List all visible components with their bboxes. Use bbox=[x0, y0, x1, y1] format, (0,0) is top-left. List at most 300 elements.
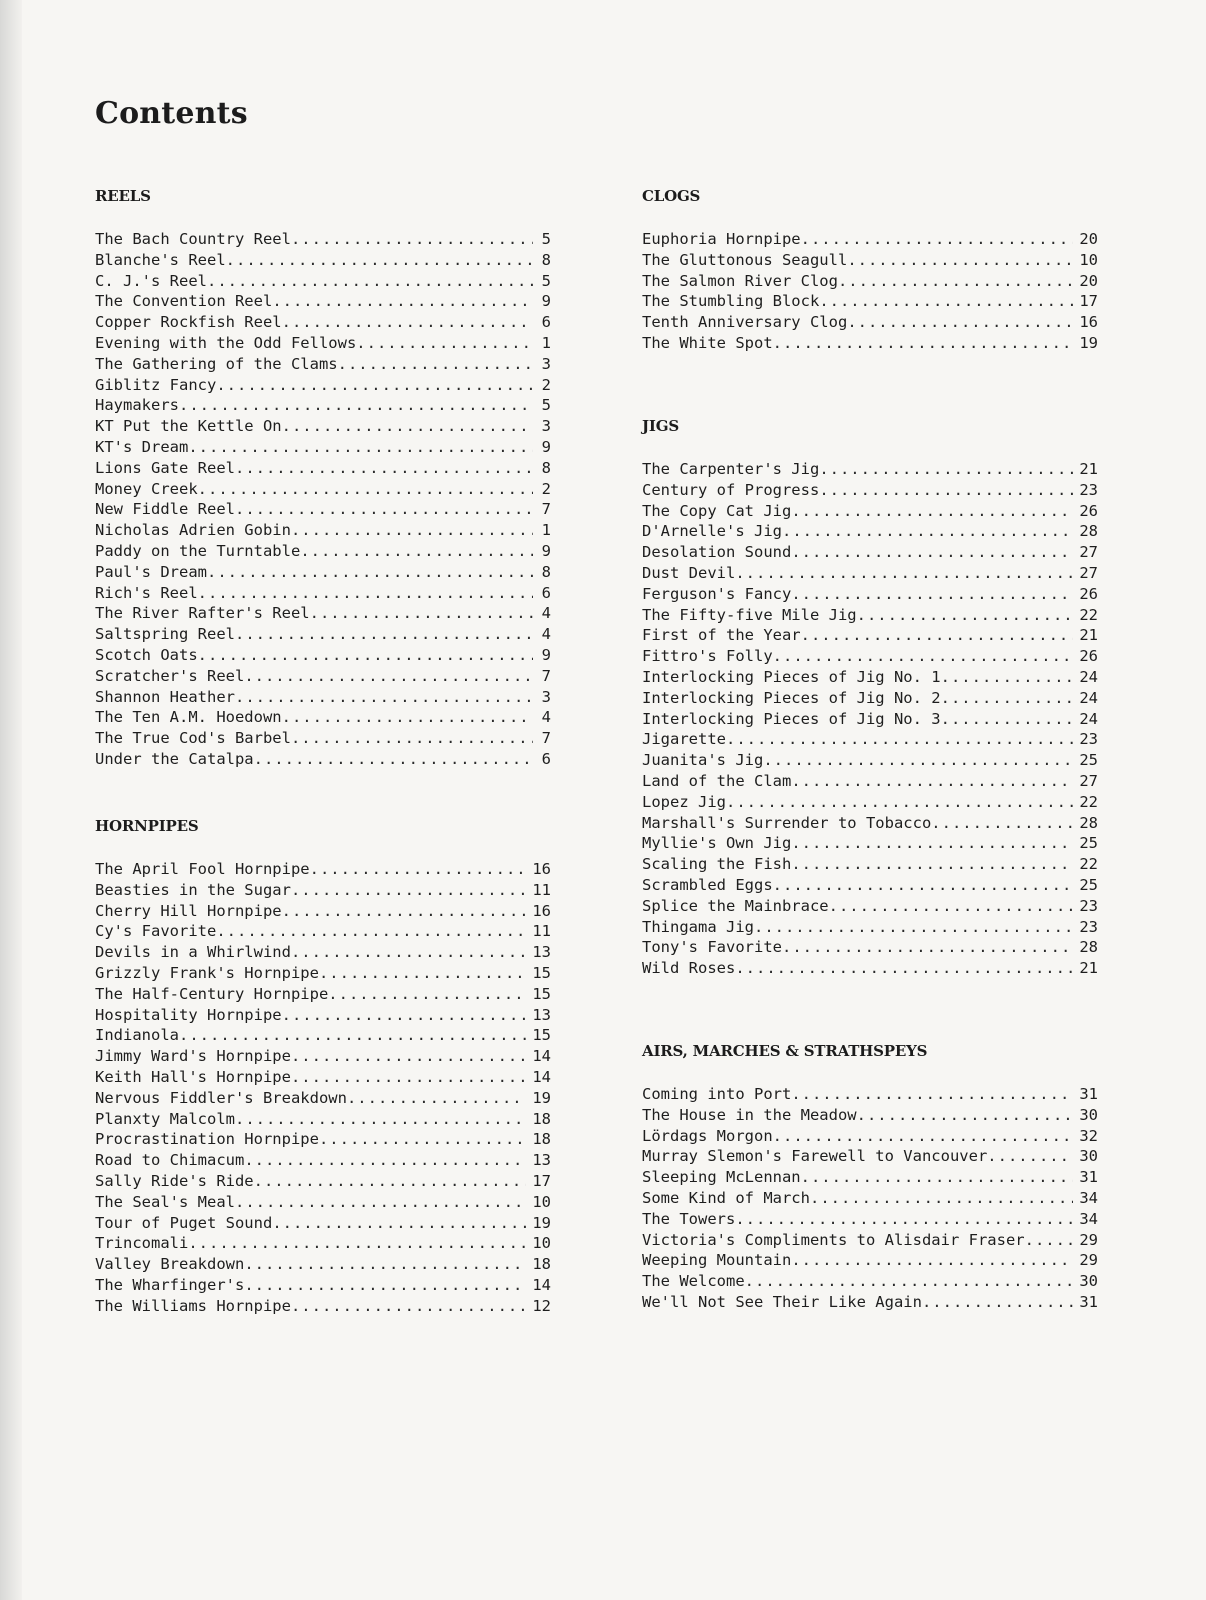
toc-entry bbox=[95, 312, 551, 333]
entry-page-number: 28 bbox=[1079, 938, 1098, 957]
dot-leader bbox=[310, 859, 527, 880]
entry-title: Murray Slemon's Farewell to Vancouver bbox=[642, 1147, 988, 1166]
toc-entry bbox=[642, 480, 1098, 501]
toc-entry bbox=[95, 859, 551, 880]
entry-title: Grizzly Frank's Hornpipe bbox=[95, 963, 319, 982]
entry-title: Lopez Jig bbox=[642, 792, 726, 811]
entry-title: Victoria's Compliments to Alisdair Fraser bbox=[642, 1230, 1025, 1249]
entry-title: Under the Catalpa bbox=[95, 749, 254, 768]
toc-entry bbox=[642, 937, 1098, 958]
toc-entry bbox=[95, 1109, 551, 1130]
toc-entry bbox=[95, 749, 551, 770]
dot-leader bbox=[272, 1213, 526, 1234]
entry-page-number: 11 bbox=[532, 922, 551, 941]
entry-page-number: 23 bbox=[1079, 480, 1098, 499]
dot-leader bbox=[931, 813, 1073, 834]
toc-entry bbox=[95, 291, 551, 312]
dot-leader bbox=[791, 771, 1073, 792]
entry-title: The Gluttonous Seagull bbox=[642, 250, 848, 269]
entry-page-number: 15 bbox=[532, 984, 551, 1003]
toc-entry bbox=[95, 1233, 551, 1254]
entry-page-number: 26 bbox=[1079, 501, 1098, 520]
entry-page-number: 20 bbox=[1079, 230, 1098, 248]
dot-leader bbox=[319, 963, 526, 984]
toc-entry bbox=[642, 646, 1098, 667]
toc-entry bbox=[95, 880, 551, 901]
entry-page-number: 3 bbox=[541, 354, 551, 373]
entry-page-number: 7 bbox=[541, 666, 551, 685]
dot-leader bbox=[291, 229, 533, 250]
entry-title: Hospitality Hornpipe bbox=[95, 1005, 282, 1024]
entry-page-number: 22 bbox=[1079, 855, 1098, 874]
dot-leader bbox=[179, 1025, 526, 1046]
dot-leader bbox=[791, 1250, 1073, 1271]
toc-entry bbox=[642, 750, 1098, 771]
entry-page-number: 31 bbox=[1079, 1085, 1098, 1103]
entry-page-number: 34 bbox=[1079, 1209, 1098, 1228]
entry-title: Jimmy Ward's Hornpipe bbox=[95, 1047, 291, 1066]
toc-entry bbox=[642, 1188, 1098, 1209]
entry-page-number: 27 bbox=[1079, 543, 1098, 562]
entry-page-number: 11 bbox=[532, 880, 551, 899]
section-hornpipes bbox=[95, 816, 551, 1317]
entry-title: Marshall's Surrender to Tobacco bbox=[642, 813, 932, 832]
entry-page-number: 10 bbox=[1079, 250, 1098, 269]
entry-page-number: 5 bbox=[541, 396, 551, 415]
entry-title: Paddy on the Turntable bbox=[95, 541, 301, 560]
entry-title: Myllie's Own Jig bbox=[642, 834, 792, 853]
dot-leader bbox=[773, 1126, 1074, 1147]
toc-entry bbox=[642, 1271, 1098, 1292]
entry-page-number: 1 bbox=[541, 521, 551, 540]
toc-entry bbox=[95, 1192, 551, 1213]
dot-leader bbox=[941, 667, 1074, 688]
dot-leader bbox=[216, 375, 533, 396]
page-title: Contents bbox=[95, 96, 248, 131]
toc-entry bbox=[642, 1084, 1098, 1105]
entry-title: The White Spot bbox=[642, 333, 773, 352]
dot-leader bbox=[254, 749, 533, 770]
entry-title: Fittro's Folly bbox=[642, 647, 773, 666]
entry-title: The Stumbling Block bbox=[642, 292, 820, 311]
entry-title: Scrambled Eggs bbox=[642, 875, 773, 894]
entry-page-number: 34 bbox=[1079, 1188, 1098, 1207]
toc-entry bbox=[642, 459, 1098, 480]
entry-page-number: 23 bbox=[1079, 896, 1098, 915]
entry-title: Road to Chimacum bbox=[95, 1151, 245, 1170]
toc-entry bbox=[95, 1275, 551, 1296]
dot-leader bbox=[829, 896, 1074, 917]
toc-entry bbox=[642, 854, 1098, 875]
entry-page-number: 6 bbox=[541, 749, 551, 768]
dot-leader bbox=[291, 728, 533, 749]
toc-entry bbox=[95, 624, 551, 645]
toc-entry bbox=[642, 542, 1098, 563]
toc-entry bbox=[642, 1105, 1098, 1126]
toc-entry bbox=[95, 1005, 551, 1026]
dot-leader bbox=[179, 395, 533, 416]
section-airs-marches-strathspeys bbox=[642, 1041, 1098, 1313]
entry-page-number: 8 bbox=[541, 562, 551, 581]
entry-page-number: 14 bbox=[532, 1067, 551, 1086]
entry-page-number: 23 bbox=[1079, 917, 1098, 936]
entry-page-number: 26 bbox=[1079, 584, 1098, 603]
dot-leader bbox=[791, 854, 1073, 875]
dot-leader bbox=[244, 666, 533, 687]
section-heading-hornpipes: HORNPIPES bbox=[95, 817, 199, 835]
dot-leader bbox=[300, 541, 533, 562]
entry-list-reels bbox=[95, 229, 551, 770]
section-heading-clogs: CLOGS bbox=[642, 187, 701, 205]
entry-page-number: 20 bbox=[1079, 271, 1098, 290]
entry-title: Saltspring Reel bbox=[95, 625, 235, 644]
entry-title: Keith Hall's Hornpipe bbox=[95, 1067, 291, 1086]
toc-entry bbox=[95, 1067, 551, 1088]
entry-title: Shannon Heather bbox=[95, 687, 235, 706]
entry-title: Lördags Morgon bbox=[642, 1126, 773, 1145]
entry-title: Cy's Favorite bbox=[95, 922, 217, 941]
entry-page-number: 24 bbox=[1079, 688, 1098, 707]
dot-leader bbox=[235, 499, 533, 520]
entry-page-number: 29 bbox=[1079, 1251, 1098, 1270]
dot-leader bbox=[347, 1088, 526, 1109]
entry-page-number: 9 bbox=[541, 645, 551, 664]
toc-entry bbox=[95, 271, 551, 292]
section-reels bbox=[95, 186, 551, 770]
entry-title: Ferguson's Fancy bbox=[642, 584, 792, 603]
toc-entry bbox=[642, 1209, 1098, 1230]
entry-title: New Fiddle Reel bbox=[95, 500, 235, 519]
dot-leader bbox=[726, 729, 1073, 750]
dot-leader bbox=[819, 480, 1073, 501]
entry-page-number: 4 bbox=[541, 625, 551, 644]
toc-entry bbox=[642, 771, 1098, 792]
entry-page-number: 18 bbox=[532, 1130, 551, 1149]
dot-leader bbox=[207, 271, 533, 292]
toc-entry bbox=[95, 395, 551, 416]
entry-page-number: 21 bbox=[1079, 460, 1098, 478]
entry-page-number: 19 bbox=[532, 1088, 551, 1107]
toc-entry bbox=[95, 541, 551, 562]
toc-entry bbox=[642, 958, 1098, 979]
entry-page-number: 13 bbox=[532, 1151, 551, 1170]
entry-title: The River Rafter's Reel bbox=[95, 604, 310, 623]
dot-leader bbox=[338, 354, 533, 375]
toc-entry bbox=[95, 1296, 551, 1317]
toc-entry bbox=[95, 479, 551, 500]
dot-leader bbox=[763, 750, 1073, 771]
entry-title: First of the Year bbox=[642, 626, 801, 645]
dot-leader bbox=[188, 437, 533, 458]
toc-entry bbox=[95, 1025, 551, 1046]
entry-page-number: 31 bbox=[1079, 1292, 1098, 1311]
dot-leader bbox=[791, 584, 1073, 605]
entry-title: The House in the Meadow bbox=[642, 1105, 857, 1124]
entry-page-number: 4 bbox=[541, 708, 551, 727]
toc-entry bbox=[642, 792, 1098, 813]
entry-title: KT Put the Kettle On bbox=[95, 417, 282, 436]
entry-page-number: 2 bbox=[541, 375, 551, 394]
entry-title: We'll Not See Their Like Again bbox=[642, 1292, 922, 1311]
toc-entry bbox=[95, 645, 551, 666]
entry-title: Rich's Reel bbox=[95, 583, 198, 602]
entry-title: Century of Progress bbox=[642, 480, 820, 499]
dot-leader bbox=[782, 521, 1073, 542]
entry-title: The Towers bbox=[642, 1209, 736, 1228]
toc-entry bbox=[95, 1171, 551, 1192]
entry-page-number: 12 bbox=[532, 1296, 551, 1315]
toc-entry bbox=[642, 312, 1098, 333]
toc-entry bbox=[95, 707, 551, 728]
toc-entry bbox=[642, 833, 1098, 854]
entry-title: Wild Roses bbox=[642, 959, 736, 978]
section-heading-jigs: JIGS bbox=[642, 417, 679, 435]
entry-page-number: 26 bbox=[1079, 647, 1098, 666]
dot-leader bbox=[282, 707, 533, 728]
entry-page-number: 5 bbox=[541, 271, 551, 290]
entry-title: C. J.'s Reel bbox=[95, 271, 207, 290]
entry-page-number: 3 bbox=[541, 417, 551, 436]
toc-entry bbox=[95, 1088, 551, 1109]
entry-page-number: 28 bbox=[1079, 522, 1098, 541]
toc-entry bbox=[642, 896, 1098, 917]
entry-title: Nervous Fiddler's Breakdown bbox=[95, 1088, 347, 1107]
entry-page-number: 15 bbox=[532, 1026, 551, 1045]
entry-title: The Convention Reel bbox=[95, 292, 273, 311]
entry-title: Money Creek bbox=[95, 479, 198, 498]
toc-entry bbox=[95, 1254, 551, 1275]
dot-leader bbox=[226, 250, 533, 271]
section-heading-airs: AIRS, MARCHES & STRATHSPEYS bbox=[642, 1042, 928, 1060]
entry-page-number: 9 bbox=[541, 292, 551, 311]
toc-entry bbox=[95, 728, 551, 749]
toc-entry bbox=[642, 1146, 1098, 1167]
dot-leader bbox=[791, 833, 1073, 854]
entry-title: The True Cod's Barbel bbox=[95, 729, 291, 748]
entry-page-number: 25 bbox=[1079, 834, 1098, 853]
dot-leader bbox=[310, 603, 533, 624]
entry-title: The Copy Cat Jig bbox=[642, 501, 792, 520]
entry-list-hornpipes bbox=[95, 859, 551, 1317]
toc-entry bbox=[95, 437, 551, 458]
toc-entry bbox=[95, 603, 551, 624]
entry-page-number: 28 bbox=[1079, 813, 1098, 832]
dot-leader bbox=[198, 583, 533, 604]
entry-title: Devils in a Whirlwind bbox=[95, 943, 291, 962]
entry-page-number: 8 bbox=[541, 250, 551, 269]
entry-title: The April Fool Hornpipe bbox=[95, 860, 310, 878]
entry-list-airs bbox=[642, 1084, 1098, 1313]
entry-page-number: 5 bbox=[541, 230, 551, 248]
dot-leader bbox=[235, 1109, 526, 1130]
dot-leader bbox=[941, 709, 1074, 730]
toc-entry bbox=[642, 917, 1098, 938]
dot-leader bbox=[244, 1150, 526, 1171]
entry-page-number: 10 bbox=[532, 1234, 551, 1253]
entry-page-number: 1 bbox=[541, 333, 551, 352]
entry-page-number: 19 bbox=[532, 1213, 551, 1232]
toc-entry bbox=[95, 942, 551, 963]
dot-leader bbox=[801, 1167, 1074, 1188]
dot-leader bbox=[291, 942, 526, 963]
entry-title: Euphoria Hornpipe bbox=[642, 230, 801, 248]
toc-entry bbox=[642, 709, 1098, 730]
entry-page-number: 22 bbox=[1079, 792, 1098, 811]
entry-title: Haymakers bbox=[95, 396, 179, 415]
entry-title: D'Arnelle's Jig bbox=[642, 522, 782, 541]
entry-title: Trincomali bbox=[95, 1234, 189, 1253]
entry-page-number: 16 bbox=[532, 901, 551, 920]
entry-page-number: 21 bbox=[1079, 959, 1098, 978]
dot-leader bbox=[810, 1188, 1073, 1209]
toc-entry bbox=[642, 1167, 1098, 1188]
entry-page-number: 4 bbox=[541, 604, 551, 623]
entry-page-number: 6 bbox=[541, 583, 551, 602]
toc-entry bbox=[95, 499, 551, 520]
entry-page-number: 24 bbox=[1079, 667, 1098, 686]
entry-title: KT's Dream bbox=[95, 437, 189, 456]
entry-title: The Salmon River Clog bbox=[642, 271, 838, 290]
entry-page-number: 31 bbox=[1079, 1168, 1098, 1187]
dot-leader bbox=[319, 1129, 526, 1150]
entry-title: The Carpenter's Jig bbox=[642, 460, 820, 478]
entry-title: The Fifty-five Mile Jig bbox=[642, 605, 857, 624]
dot-leader bbox=[791, 542, 1073, 563]
dot-leader bbox=[847, 250, 1073, 271]
entry-title: Interlocking Pieces of Jig No. 1 bbox=[642, 667, 941, 686]
entry-list-clogs bbox=[642, 229, 1098, 354]
entry-page-number: 25 bbox=[1079, 751, 1098, 770]
entry-page-number: 14 bbox=[532, 1047, 551, 1066]
entry-title: Scaling the Fish bbox=[642, 855, 792, 874]
dot-leader bbox=[188, 1233, 526, 1254]
entry-title: Lions Gate Reel bbox=[95, 458, 235, 477]
dot-leader bbox=[282, 312, 533, 333]
entry-title: Beasties in the Sugar bbox=[95, 880, 291, 899]
dot-leader bbox=[745, 1271, 1074, 1292]
toc-entry bbox=[95, 375, 551, 396]
dot-leader bbox=[773, 875, 1074, 896]
section-clogs bbox=[642, 186, 1098, 354]
entry-page-number: 25 bbox=[1079, 875, 1098, 894]
dot-leader bbox=[838, 271, 1073, 292]
entry-page-number: 30 bbox=[1079, 1105, 1098, 1124]
dot-leader bbox=[272, 291, 533, 312]
dot-leader bbox=[726, 792, 1073, 813]
entry-page-number: 22 bbox=[1079, 605, 1098, 624]
entry-list-jigs bbox=[642, 459, 1098, 979]
entry-title: The Ten A.M. Hoedown bbox=[95, 708, 282, 727]
entry-title: Tony's Favorite bbox=[642, 938, 782, 957]
entry-page-number: 3 bbox=[541, 687, 551, 706]
dot-leader bbox=[857, 1105, 1074, 1126]
entry-title: The Seal's Meal bbox=[95, 1192, 235, 1211]
dot-leader bbox=[791, 1084, 1073, 1105]
entry-page-number: 27 bbox=[1079, 563, 1098, 582]
entry-title: Land of the Clam bbox=[642, 771, 792, 790]
section-heading-reels: REELS bbox=[95, 187, 151, 205]
dot-leader bbox=[922, 1292, 1073, 1313]
entry-page-number: 19 bbox=[1079, 333, 1098, 352]
toc-entry bbox=[95, 1150, 551, 1171]
toc-entry bbox=[642, 875, 1098, 896]
toc-entry bbox=[642, 605, 1098, 626]
entry-title: Nicholas Adrien Gobin bbox=[95, 521, 291, 540]
dot-leader bbox=[773, 333, 1074, 354]
toc-entry bbox=[95, 250, 551, 271]
entry-page-number: 9 bbox=[541, 541, 551, 560]
entry-page-number: 27 bbox=[1079, 771, 1098, 790]
toc-entry bbox=[642, 625, 1098, 646]
entry-title: Weeping Mountain bbox=[642, 1251, 792, 1270]
dot-leader bbox=[356, 333, 533, 354]
entry-title: Paul's Dream bbox=[95, 562, 207, 581]
dot-leader bbox=[254, 1171, 527, 1192]
dot-leader bbox=[801, 625, 1074, 646]
entry-title: Copper Rockfish Reel bbox=[95, 313, 282, 332]
dot-leader bbox=[207, 562, 533, 583]
dot-leader bbox=[847, 312, 1073, 333]
entry-title: Indianola bbox=[95, 1026, 179, 1045]
entry-page-number: 6 bbox=[541, 313, 551, 332]
entry-page-number: 32 bbox=[1079, 1126, 1098, 1145]
entry-title: The Half-Century Hornpipe bbox=[95, 984, 329, 1003]
dot-leader bbox=[235, 458, 533, 479]
entry-title: The Welcome bbox=[642, 1272, 745, 1291]
dot-leader bbox=[735, 958, 1073, 979]
toc-entry bbox=[642, 667, 1098, 688]
entry-page-number: 30 bbox=[1079, 1147, 1098, 1166]
entry-title: Tour of Puget Sound bbox=[95, 1213, 273, 1232]
entry-page-number: 30 bbox=[1079, 1272, 1098, 1291]
entry-page-number: 14 bbox=[532, 1275, 551, 1294]
toc-entry bbox=[95, 1046, 551, 1067]
entry-title: Cherry Hill Hornpipe bbox=[95, 901, 282, 920]
entry-page-number: 8 bbox=[541, 458, 551, 477]
entry-page-number: 29 bbox=[1079, 1230, 1098, 1249]
entry-page-number: 16 bbox=[532, 860, 551, 878]
toc-entry bbox=[642, 688, 1098, 709]
toc-entry bbox=[642, 563, 1098, 584]
entry-page-number: 7 bbox=[541, 729, 551, 748]
dot-leader bbox=[735, 563, 1073, 584]
toc-entry bbox=[95, 416, 551, 437]
entry-title: The Wharfinger's bbox=[95, 1275, 245, 1294]
toc-entry bbox=[95, 666, 551, 687]
entry-title: Interlocking Pieces of Jig No. 2 bbox=[642, 688, 941, 707]
toc-entry bbox=[642, 813, 1098, 834]
section-jigs bbox=[642, 416, 1098, 979]
toc-entry bbox=[642, 333, 1098, 354]
entry-title: Giblitz Fancy bbox=[95, 375, 217, 394]
entry-page-number: 10 bbox=[532, 1192, 551, 1211]
entry-title: Evening with the Odd Fellows bbox=[95, 333, 357, 352]
dot-leader bbox=[819, 291, 1073, 312]
dot-leader bbox=[235, 687, 533, 708]
toc-entry bbox=[642, 1250, 1098, 1271]
entry-title: Juanita's Jig bbox=[642, 751, 764, 770]
dot-leader bbox=[291, 1296, 526, 1317]
toc-entry bbox=[642, 1230, 1098, 1251]
entry-title: Splice the Mainbrace bbox=[642, 896, 829, 915]
entry-title: The Bach Country Reel bbox=[95, 230, 291, 248]
dot-leader bbox=[235, 624, 533, 645]
entry-page-number: 21 bbox=[1079, 626, 1098, 645]
entry-title: Some Kind of March bbox=[642, 1188, 810, 1207]
entry-title: Jigarette bbox=[642, 730, 726, 749]
dot-leader bbox=[819, 459, 1073, 480]
entry-title: Planxty Malcolm bbox=[95, 1109, 235, 1128]
